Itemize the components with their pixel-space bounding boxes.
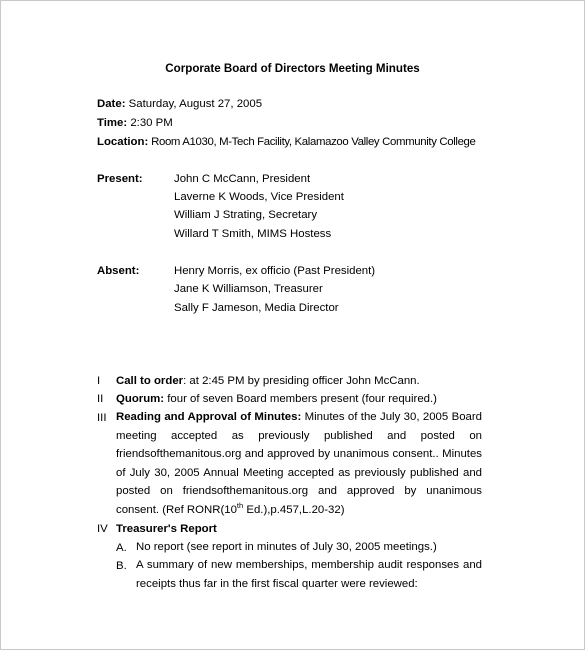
present-person: Willard T Smith, MIMS Hostess <box>174 228 332 240</box>
ordinal-suffix: th <box>236 500 244 510</box>
item-number: II <box>97 393 104 405</box>
absent-person: Jane K Williamson, Treasurer <box>174 283 323 295</box>
item-text: : at 2:45 PM by presiding officer John McCann. <box>183 375 420 387</box>
item-number: III <box>97 412 107 424</box>
item-label: Call to order <box>116 375 184 387</box>
item-text: four of seven Board members present (four required.) <box>164 393 437 405</box>
item-number: I <box>97 375 101 387</box>
subitem-number: B. <box>116 560 127 572</box>
date-label: Date: <box>97 98 126 110</box>
absent-person: Sally F Jameson, Media Director <box>174 302 339 314</box>
subitem-text: No report (see report in minutes of July 30, 2005 meetings.) <box>136 541 437 553</box>
subitem-text: A summary of new memberships, membership audit responses and receipts thus far in the first fiscal quarter were reviewed: <box>136 559 482 590</box>
item-label: Quorum: <box>116 393 165 405</box>
time-value: 2:30 PM <box>127 117 173 129</box>
item-text: Minutes of the July 30, 2005 Board meeting accepted as previously published and posted on friendsofthemanitous.org and approved by unanimous consent.. Minutes of July 30, 2005 Annual Meeting accepted as previously published and posted on friendsofthemanitous.org and approved by unanimous consent. (Ref RONR(10 <box>116 411 482 516</box>
minutes-approval-item <box>116 408 482 519</box>
absent-label: Absent: <box>97 265 140 277</box>
time-label: Time: <box>97 117 128 129</box>
location-line <box>97 136 476 148</box>
present-label: Present: <box>97 173 143 185</box>
item-label: Reading and Approval of Minutes: <box>116 411 302 423</box>
treasurer-report-heading: Treasurer's Report <box>116 523 217 535</box>
location-value: Room A1030, M-Tech Facility, Kalamazoo Valley Community College <box>148 136 476 148</box>
item-text-end: Ed.),p.457,L.20-32) <box>243 503 345 516</box>
page-title: Corporate Board of Directors Meeting Minutes <box>165 62 420 75</box>
date-line <box>97 98 262 110</box>
present-person: John C McCann, President <box>174 173 311 185</box>
date-value: Saturday, August 27, 2005 <box>125 98 263 110</box>
subitem-number: A. <box>116 542 127 554</box>
absent-person: Henry Morris, ex officio (Past President) <box>174 265 376 277</box>
location-label: Location: <box>97 136 149 148</box>
present-person: Laverne K Woods, Vice President <box>174 191 344 203</box>
item-number: IV <box>97 523 108 535</box>
call-to-order-item <box>116 375 420 387</box>
time-line <box>97 117 173 129</box>
present-person: William J Strating, Secretary <box>174 209 318 221</box>
quorum-item <box>116 393 437 405</box>
